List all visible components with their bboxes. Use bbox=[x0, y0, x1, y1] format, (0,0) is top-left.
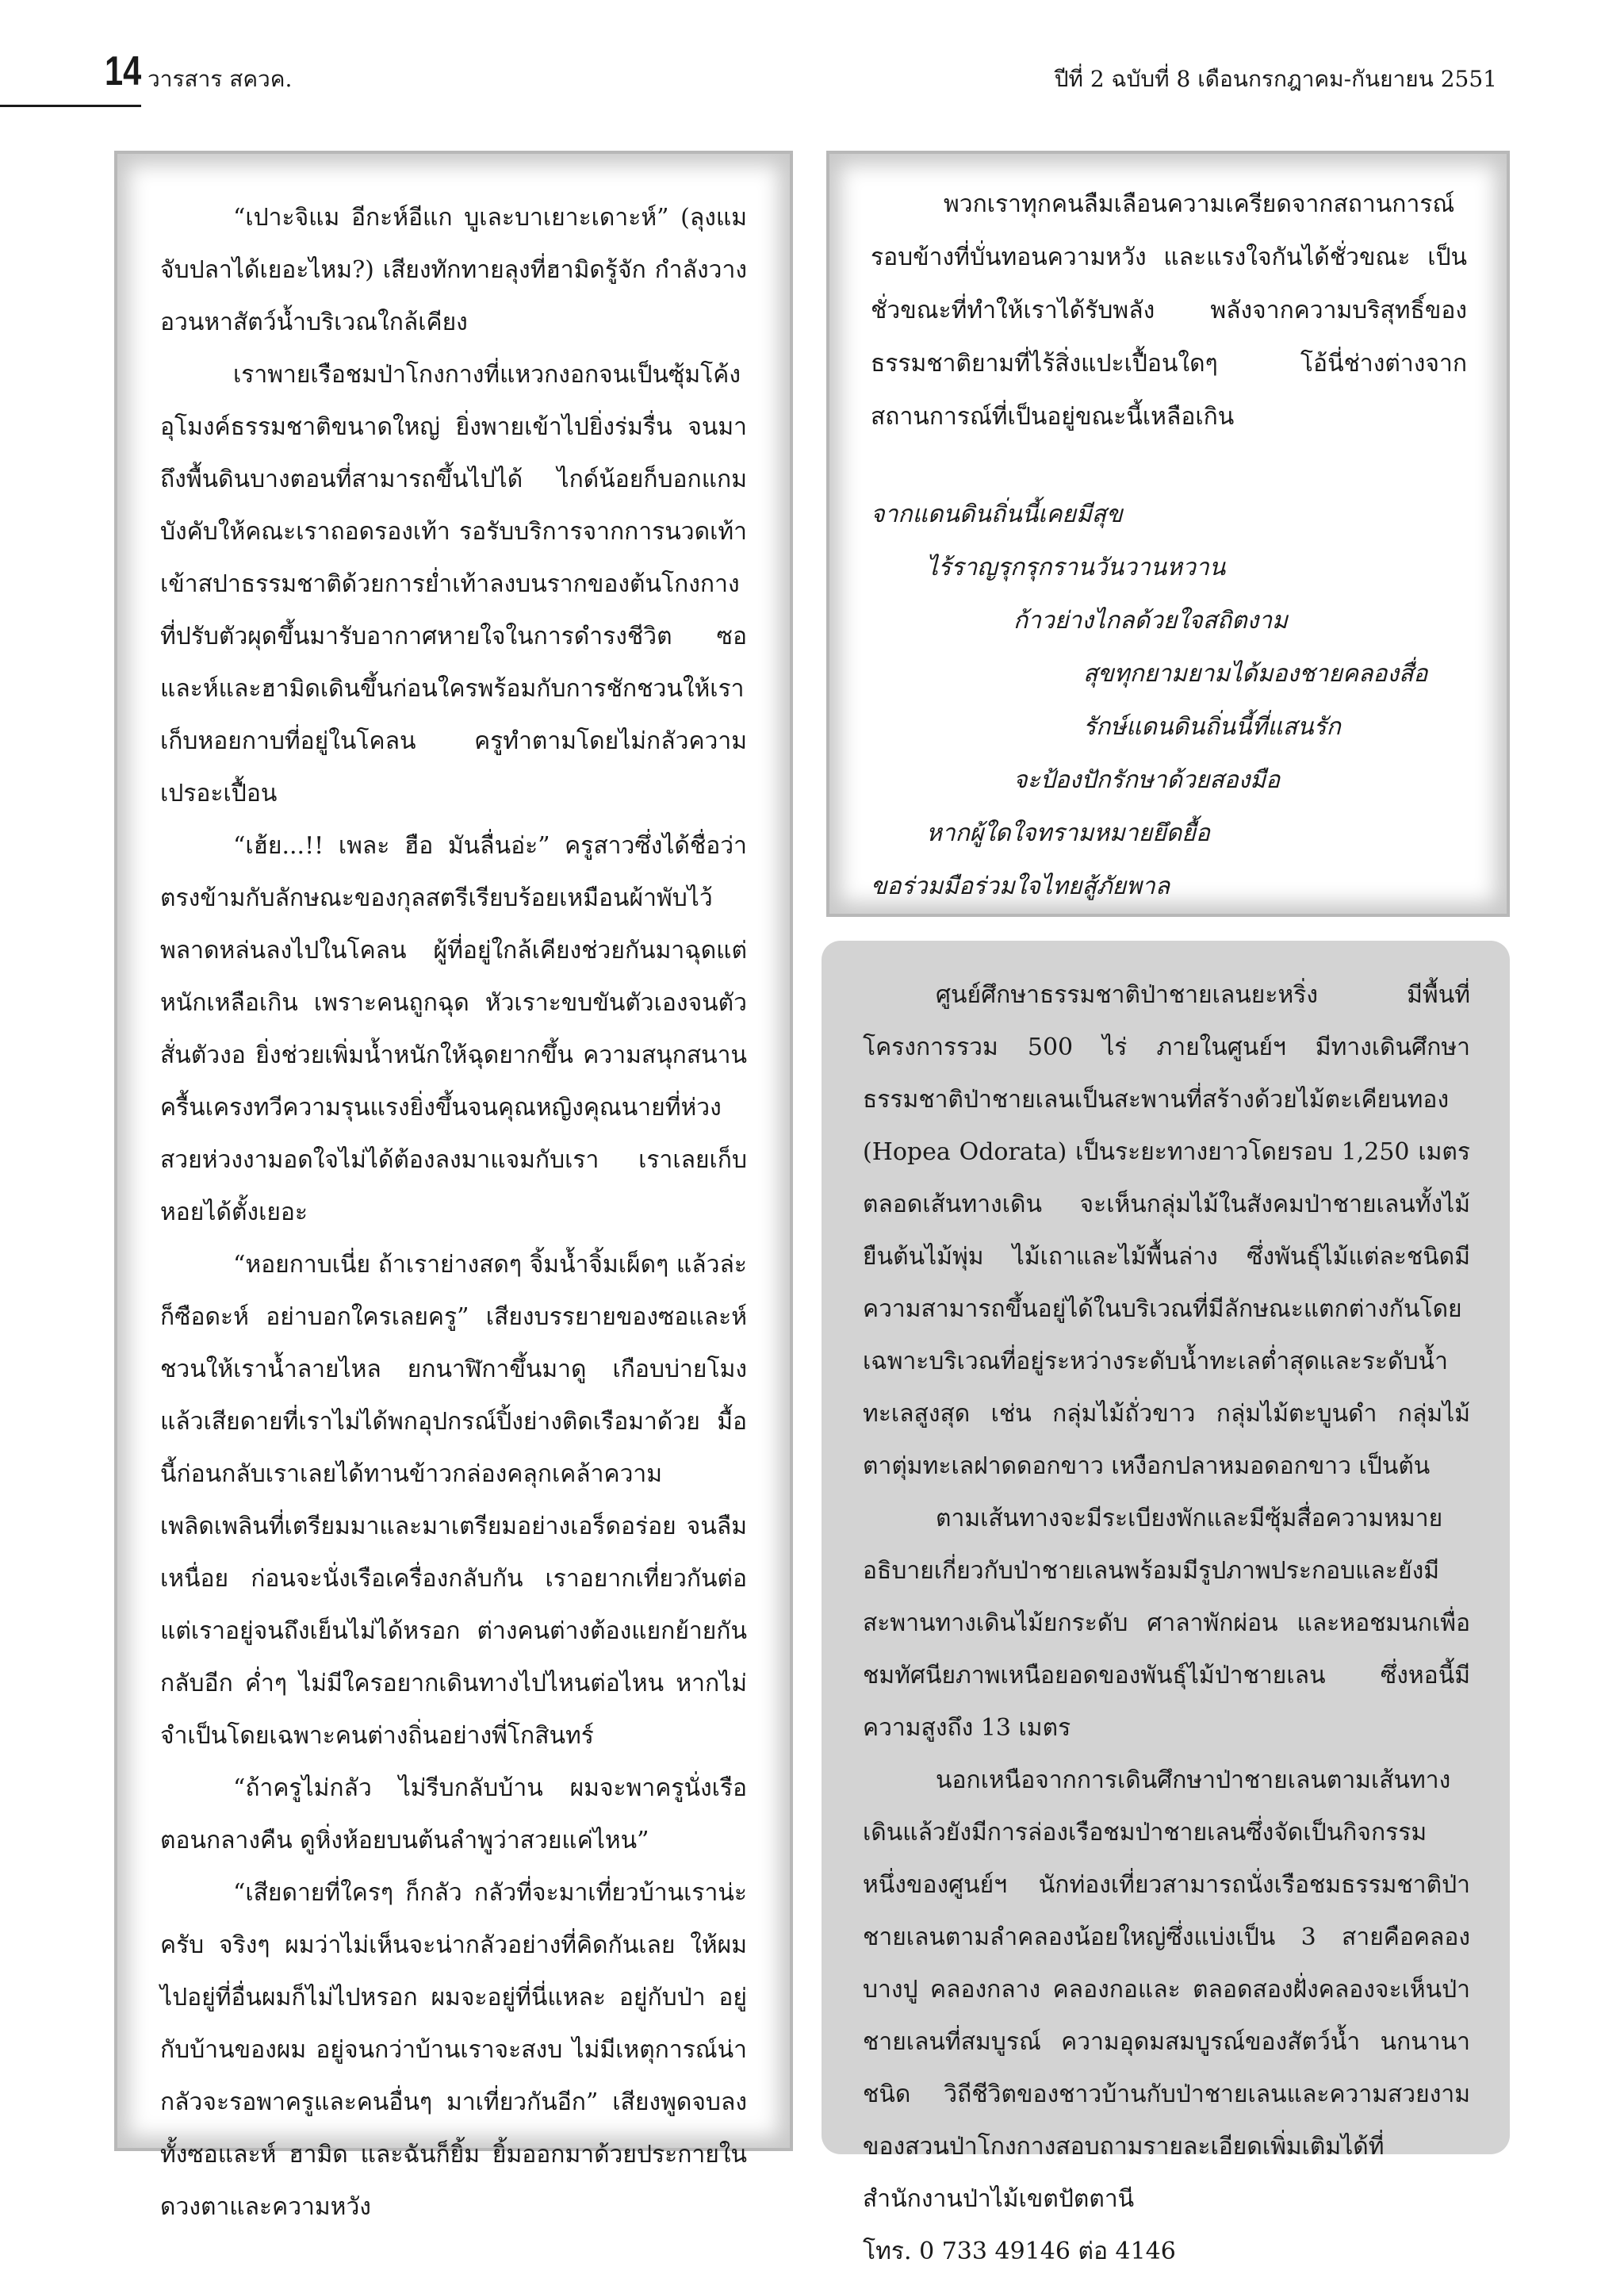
poem-line: จะป้องปักรักษาด้วยสองมือ bbox=[1013, 766, 1281, 794]
paragraph: นอกเหนือจากการเดินศึกษาป่าชายเลนตามเส้นทางเดินแล้วยังมีการล่องเรือชมป่าชายเลนซึ่งจัดเป็นกิจกรรมหนึ่งของศูนย์ฯ นักท่องเที่ยวสามารถนั่งเรือชมธรรมชาติป่าชายเลนตามลำคลองน้อยใหญ่ซึ่งแบ่งเป็น 3 สายคือคลองบางปู คลองกลาง คลองกอและ ตลอดสองฝั่งคลองจะเห็นป่าชายเลนที่สมบูรณ์ ความอุดมสมบูรณ์ของสัตว์น้ำ นกนานาชนิด วิถีชีวิตของชาวบ้านกับป่าชายเลนและความสวยงามของสวนป่าโกงกางสอบถามรายละเอียดเพิ่มเติมได้ที่ สำนักงานป่าไม้เขตปัตตานี bbox=[863, 1766, 1470, 2213]
paragraph: “ถ้าครูไม่กลัว ไม่รีบกลับบ้าน ผมจะพาครูนั่งเรือตอนกลางคืน ดูหิ่งห้อยบนต้นลำพูว่าสวยแค่ไหน” bbox=[160, 1774, 747, 1854]
paragraph: “หอยกาบเนี่ย ถ้าเราย่างสดๆ จิ้มน้ำจิ้มเผ็ดๆ แล้วล่ะก็ซือดะห์ อย่าบอกใครเลยครู” เสียงบรรยายของซอและห์ ชวนให้เราน้ำลายไหล ยกนาฬิกาขึ้นมาดู เกือบบ่ายโมงแล้วเสียดายที่เราไม่ได้พกอุปกรณ์ปิ้งย่างติดเรือมาด้วย มื้อนี้ก่อนกลับเราเลยได้ทานข้าวกล่องคลุกเคล้าความเพลิดเพลินที่เตรียมมาและมาเตรียมอย่างเอร็ดอร่อย จนลืมเหนื่อย ก่อนจะนั่งเรือเครื่องกลับกัน เราอยากเที่ยวกันต่อ แต่เราอยู่จนถึงเย็นไม่ได้หรอก ต่างคนต่างต้องแยกย้ายกันกลับอีก ค่ำๆ ไม่มีใครอยากเดินทางไปไหนต่อไหน หากไม่จำเป็นโดยเฉพาะคนต่างถิ่นอย่างพี่โกสินทร์ bbox=[160, 1251, 747, 1750]
journal-name: วารสาร สควค. bbox=[147, 66, 293, 92]
poem-line: สุขทุกยามยามได้มองชายคลองสื่อ bbox=[1083, 660, 1428, 688]
poem-line: ไร้ราญรุกรุกรานวันวานหวาน bbox=[926, 554, 1226, 581]
right-top-box bbox=[826, 151, 1510, 917]
page-header bbox=[0, 48, 1624, 119]
paragraph: ศูนย์ศึกษาธรรมชาติป่าชายเลนยะหริ่ง มีพื้นที่โครงการรวม 500 ไร่ ภายในศูนย์ฯ มีทางเดินศึกษาธรรมชาติป่าชายเลนเป็นสะพานที่สร้างด้วยไม้ตะเคียนทอง (Hopea Odorata) เป็นระยะทางยาวโดยรอบ 1,250 เมตร ตลอดเส้นทางเดิน จะเห็นกลุ่มไม้ในสังคมป่าชายเลนทั้งไม้ยืนต้นไม้พุ่ม ไม้เถาและไม้พื้นล่าง ซึ่งพันธุ์ไม้แต่ละชนิดมีความสามารถขึ้นอยู่ได้ในบริเวณที่มีลักษณะแตกต่างกันโดยเฉพาะบริเวณที่อยู่ระหว่างระดับน้ำทะเลต่ำสุดและระดับน้ำทะเลสูงสุด เช่น กลุ่มไม้ถั่วขาว กลุ่มไม้ตะบูนดำ กลุ่มไม้ตาตุ่มทะเลฝาดดอกขาว เหงือกปลาหมอดอกขาว เป็นต้น bbox=[863, 981, 1470, 1480]
poem-line: รักษ์แดนดินถิ่นนี้ที่แสนรัก bbox=[1083, 713, 1341, 741]
paragraph: เราพายเรือชมป่าโกงกางที่แหวกงอกจนเป็นซุ้มโค้งอุโมงค์ธรรมชาติขนาดใหญ่ ยิ่งพายเข้าไปยิ่งร่มรื่น จนมาถึงพื้นดินบางตอนที่สามารถขึ้นไปได้ ไกด์น้อยก็บอกแกมบังคับให้คณะเราถอดรองเท้า รอรับบริการจากการนวดเท้าเข้าสปาธรรมชาติด้วยการย่ำเท้าลงบนรากของต้นโกงกางที่ปรับตัวผุดขึ้นมารับอากาศหายใจในการดำรงชีวิต ซอและห์และฮามิดเดินขึ้นก่อนใครพร้อมกับการชักชวนให้เราเก็บหอยกาบที่อยู่ในโคลน ครูทำตามโดยไม่กลัวความเปรอะเปื้อน bbox=[160, 361, 747, 807]
paragraph: “เฮ้ย...!! เพละ ฮือ มันลื่นอ่ะ” ครูสาวซึ่งได้ชื่อว่าตรงข้ามกับลักษณะของกุลสตรีเรียบร้อยเหมือนผ้าพับไว้พลาดหล่นลงไปในโคลน ผู้ที่อยู่ใกล้เคียงช่วยกันมาฉุดแต่หนักเหลือเกิน เพราะคนถูกฉุด หัวเราะขบขันตัวเองจนตัวสั่นตัวงอ ยิ่งช่วยเพิ่มน้ำหนักให้ฉุดยากขึ้น ความสนุกสนานครื้นเครงทวีความรุนแรงยิ่งขึ้นจนคุณหญิงคุณนายที่ห่วงสวยห่วงงามอดใจไม่ได้ต้องลงมาแจมกับเรา เราเลยเก็บหอยได้ตั้งเยอะ bbox=[160, 832, 747, 1226]
poem-line: ก้าวย่างไกลด้วยใจสถิตงาม bbox=[1013, 607, 1288, 635]
paragraph: ตามเส้นทางจะมีระเบียงพักและมีซุ้มสื่อความหมายอธิบายเกี่ยวกับป่าชายเลนพร้อมมีรูปภาพประกอบและยังมีสะพานทางเดินไม้ยกระดับ ศาลาพักผ่อน และหอชมนกเพื่อชมทัศนียภาพเหนือยอดของพันธุ์ไม้ป่าชายเลน ซึ่งหอนี้มีความสูงถึง 13 เมตร bbox=[863, 1505, 1470, 1742]
paragraph: พวกเราทุกคนลืมเลือนความเครียดจากสถานการณ์รอบข้างที่บั่นทอนความหวัง และแรงใจกันได้ชั่วขณะ เป็นชั่วขณะที่ทำให้เราได้รับพลัง พลังจากความบริสุทธิ์ของธรรมชาติยามที่ไร้สิ่งแปะเปื้อนใดๆ โอ้นี่ช่างต่างจากสถานการณ์ที่เป็นอยู่ขณะนี้เหลือเกิน bbox=[871, 190, 1467, 431]
left-column-text bbox=[160, 192, 747, 2234]
poem-line: ขอร่วมมือร่วมใจไทยสู้ภัยพาล bbox=[871, 872, 1170, 900]
poem bbox=[871, 488, 1467, 913]
poem-line: จากแดนดินถิ่นนี้เคยมีสุข bbox=[871, 500, 1123, 528]
paragraph: “เปาะจิแม อีกะห์อีแก บูเละบาเยาะเดาะห์” (ลุงแมจับปลาได้เยอะไหม?) เสียงทักทายลุงที่ฮามิดรู้จัก กำลังวางอวนหาสัตว์น้ำบริเวณใกล้เคียง bbox=[160, 204, 747, 336]
issue-info: ปีที่ 2 ฉบับที่ 8 เดือนกรกฎาคม-กันยายน 2551 bbox=[1054, 66, 1497, 92]
header-rule bbox=[0, 105, 141, 107]
left-column-box bbox=[114, 151, 793, 2221]
contact-phone: โทร. 0 733 49146 ต่อ 4146 bbox=[863, 2238, 1176, 2265]
page-number: 14 bbox=[105, 48, 142, 94]
right-bottom-text bbox=[863, 969, 1470, 2278]
poem-line: หากผู้ใดใจทรามหมายยึดยื้อ bbox=[926, 819, 1210, 847]
right-bottom-info-box bbox=[822, 941, 1510, 2265]
right-top-text bbox=[871, 178, 1467, 443]
paragraph: “เสียดายที่ใครๆ ก็กลัว กลัวที่จะมาเที่ยวบ้านเราน่ะครับ จริงๆ ผมว่าไม่เห็นจะน่ากลัวอย่างที่คิดกันเลย ให้ผมไปอยู่ที่อื่นผมก็ไม่ไปหรอก ผมจะอยู่ที่นี่แหละ อยู่กับป่า อยู่กับบ้านของผม อยู่จนกว่าบ้านเราจะสงบ ไม่มีเหตุการณ์น่ากลัวจะรอพาครูและคนอื่นๆ มาเที่ยวกันอีก” เสียงพูดจบลงทั้งซอและห์ ฮามิด และฉันก็ยิ้ม ยิ้มออกมาด้วยประกายในดวงตาและความหวัง bbox=[160, 1879, 747, 2221]
